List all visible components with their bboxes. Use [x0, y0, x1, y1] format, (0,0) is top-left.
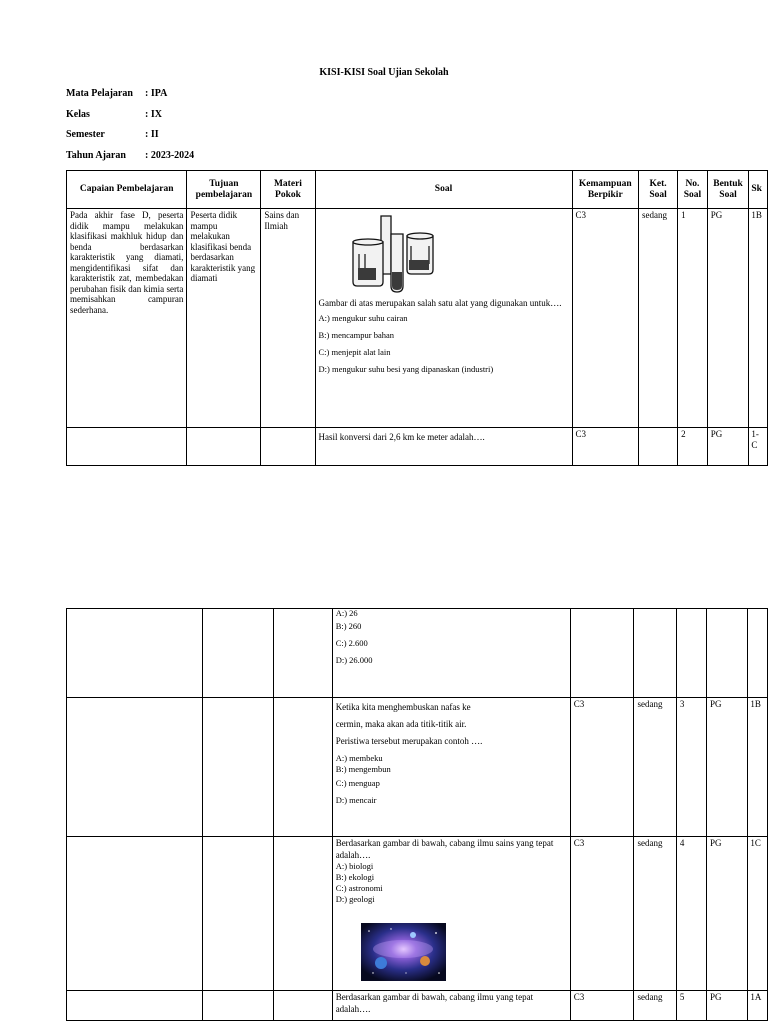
tujuan-cell	[202, 991, 273, 1021]
option-d: D:) geologi	[335, 894, 375, 904]
tujuan-cell	[202, 837, 273, 991]
question-text: Hasil konversi dari 2,6 km ke meter adalah….	[315, 428, 572, 466]
table-row	[67, 209, 768, 428]
meta-year	[66, 150, 194, 161]
soal-cell	[332, 698, 570, 837]
materi-cell	[273, 991, 332, 1021]
no-cell: 3	[676, 698, 706, 837]
kemampuan-cell	[570, 609, 634, 698]
sk-cell: 1B	[749, 209, 768, 428]
kemampuan-cell: C3	[572, 428, 638, 466]
option-b: B:) mengembun	[335, 764, 391, 774]
sk-cell: 1A	[748, 991, 768, 1021]
soal-cell	[315, 209, 572, 428]
meta-class	[66, 109, 162, 120]
meta-value: : 2023-2024	[145, 150, 195, 161]
meta-key: Semester	[66, 129, 105, 140]
kemampuan-cell: C3	[570, 698, 634, 837]
table-row	[67, 609, 768, 698]
soal-cell	[332, 837, 570, 991]
header-ket: Ket. Soal	[639, 171, 678, 209]
option-c: C:) menguap	[335, 778, 380, 788]
sk-cell: 1B	[748, 698, 768, 837]
bentuk-cell: PG	[706, 837, 747, 991]
materi-cell	[273, 698, 332, 837]
question-line: Ketika kita menghembuskan nafas ke	[335, 702, 471, 712]
option-d: D:) mengukur suhu besi yang dipanaskan (industri)	[318, 363, 494, 374]
meta-semester	[66, 129, 159, 140]
ket-cell: sedang	[634, 837, 676, 991]
ket-cell	[639, 428, 678, 466]
option-a: A:) biologi	[335, 861, 374, 871]
meta-key: Tahun Ajaran	[66, 150, 126, 161]
capaian-cell	[67, 428, 187, 466]
grid-table-top	[66, 170, 768, 466]
bentuk-cell: PG	[707, 428, 749, 466]
lab-glassware-icon	[319, 210, 569, 294]
header-bentuk: Bentuk Soal	[707, 171, 749, 209]
capaian-cell	[67, 991, 203, 1021]
capaian-cell	[67, 837, 203, 991]
grid-table-bottom	[66, 608, 768, 1021]
sk-cell: 1C	[748, 837, 768, 991]
capaian-cell: Pada akhir fase D, peserta didik mampu melakukan klasifikasi makhluk hidup dan benda berdasarkan karakteristik yang diamati, mengidentifikasi sifat dan karakteristik zat, membedakan perubahan fisik dan kimia serta memisahkan campuran sederhana.	[67, 209, 187, 428]
ket-cell: sedang	[634, 698, 676, 837]
kemampuan-cell: C3	[570, 837, 634, 991]
tujuan-cell	[187, 428, 261, 466]
kemampuan-cell: C3	[570, 991, 634, 1021]
option-b: B:) 260	[335, 621, 362, 631]
materi-cell	[261, 428, 315, 466]
header-soal: Soal	[315, 171, 572, 209]
option-c: C:) menjepit alat lain	[318, 346, 391, 357]
no-cell	[676, 609, 706, 698]
header-row	[67, 171, 768, 209]
option-b: B:) ekologi	[335, 872, 375, 882]
question-text: Berdasarkan gambar di bawah, cabang ilmu yang tepat adalah….	[332, 991, 570, 1021]
tujuan-cell	[202, 698, 273, 837]
question-line: Peristiwa tersebut merupakan contoh ….	[335, 736, 483, 746]
header-materi: Materi Pokok	[261, 171, 315, 209]
ket-cell: sedang	[639, 209, 678, 428]
kemampuan-cell: C3	[572, 209, 638, 428]
bentuk-cell: PG	[706, 698, 747, 837]
sk-cell: 1-C	[749, 428, 768, 466]
materi-cell: Sains dan Ilmiah	[261, 209, 315, 428]
option-d: D:) mencair	[335, 795, 377, 805]
option-b: B:) mencampur bahan	[318, 329, 395, 340]
capaian-cell	[67, 609, 203, 698]
galaxy-image	[361, 923, 446, 981]
option-a: A:) 26	[335, 608, 358, 618]
option-a: A:) membeku	[335, 753, 383, 763]
bentuk-cell: PG	[706, 991, 747, 1021]
materi-cell	[273, 837, 332, 991]
tujuan-cell: Peserta didik mampu melakukan klasifikasi benda berdasarkan karakteristik yang diamati	[187, 209, 261, 428]
meta-key: Kelas	[66, 109, 90, 120]
capaian-cell	[67, 698, 203, 837]
meta-value: : IPA	[145, 88, 168, 99]
document-title: KISI-KISI Soal Ujian Sekolah	[319, 67, 449, 78]
bentuk-cell: PG	[707, 209, 749, 428]
meta-subject	[66, 88, 167, 99]
header-tujuan: Tujuan pembelajaran	[187, 171, 261, 209]
soal-cell	[332, 609, 570, 698]
question-text: Gambar di atas merupakan salah satu alat yang digunakan untuk….	[318, 298, 562, 308]
meta-value: : II	[145, 129, 159, 140]
ket-cell	[634, 609, 676, 698]
header-no: No. Soal	[678, 171, 708, 209]
option-d: D:) 26.000	[335, 655, 373, 665]
option-c: C:) astronomi	[335, 883, 383, 893]
meta-value: : IX	[145, 109, 162, 120]
option-c: C:) 2.600	[335, 638, 368, 648]
no-cell: 1	[678, 209, 708, 428]
table-row	[67, 698, 768, 837]
no-cell: 5	[676, 991, 706, 1021]
no-cell: 4	[676, 837, 706, 991]
table-row	[67, 837, 768, 991]
table-row	[67, 991, 768, 1021]
bentuk-cell	[706, 609, 747, 698]
question-text: Berdasarkan gambar di bawah, cabang ilmu sains yang tepat adalah….	[335, 838, 554, 860]
sk-cell	[748, 609, 768, 698]
option-a: A:) mengukur suhu cairan	[318, 312, 408, 323]
question-line: cermin, maka akan ada titik-titik air.	[335, 719, 467, 729]
ket-cell: sedang	[634, 991, 676, 1021]
header-sk: Sk	[749, 171, 768, 209]
no-cell: 2	[678, 428, 708, 466]
meta-key: Mata Pelajaran	[66, 88, 133, 99]
table-row	[67, 428, 768, 466]
tujuan-cell	[202, 609, 273, 698]
header-kemampuan: Kemampuan Berpikir	[572, 171, 638, 209]
header-capaian: Capaian Pembelajaran	[67, 171, 187, 209]
materi-cell	[273, 609, 332, 698]
